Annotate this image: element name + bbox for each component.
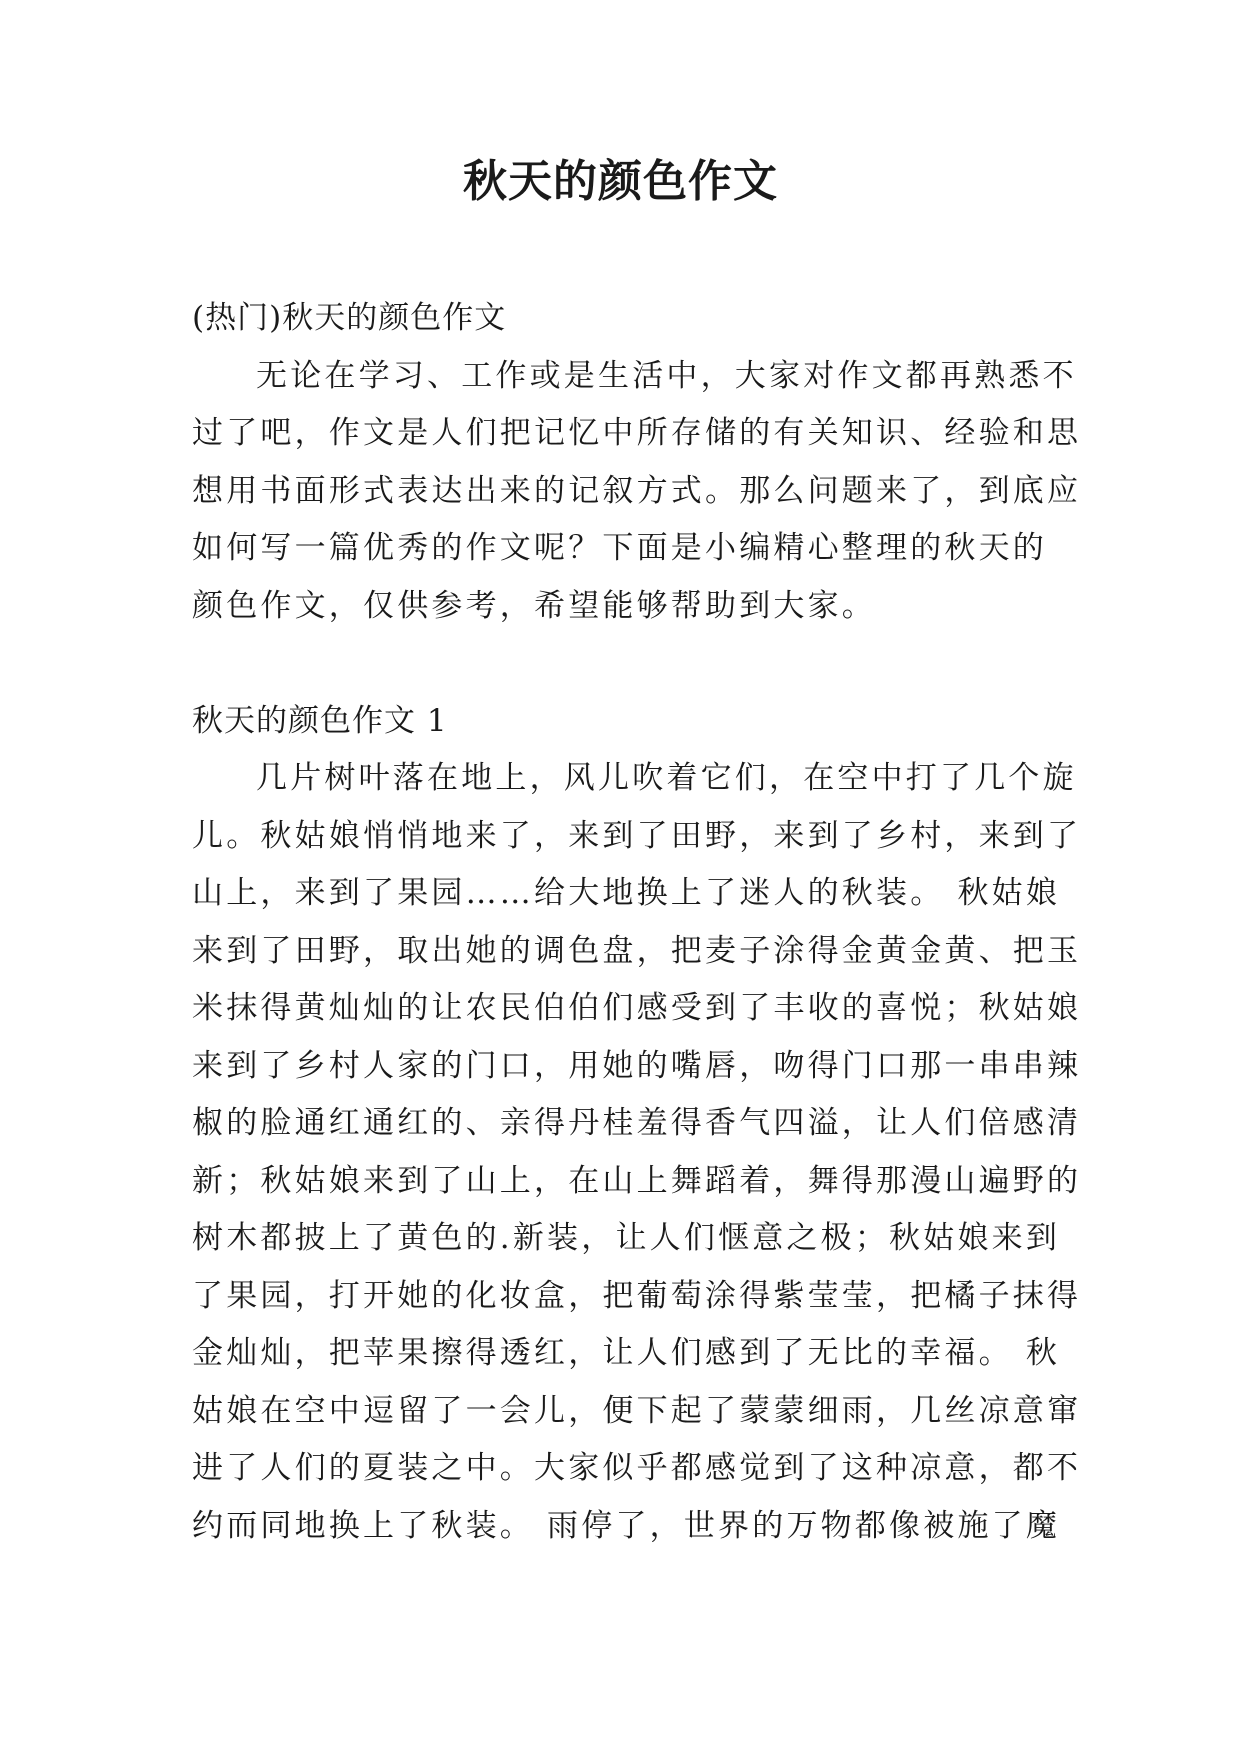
section1-line: 树木都披上了黄色的.新装，让人们惬意之极；秋姑娘来到 bbox=[192, 1220, 1061, 1256]
section1-line: 来到了乡村人家的门口，用她的嘴唇，吻得门口那一串串辣 bbox=[192, 1047, 1082, 1084]
intro-paragraph bbox=[192, 348, 1082, 636]
section1-line: 了果园，打开她的化妆盒，把葡萄涂得紫莹莹，把橘子抹得 bbox=[192, 1277, 1082, 1314]
section1-line: 金灿灿，把苹果擦得透红，让人们感到了无比的幸福。 秋 bbox=[192, 1335, 1061, 1371]
document-body bbox=[192, 290, 1082, 1555]
section1-line: 来到了田野，取出她的调色盘，把麦子涂得金黄金黄、把玉 bbox=[192, 932, 1082, 969]
document-title: 秋天的颜色作文 bbox=[463, 156, 778, 207]
section1-line: 米抹得黄灿灿的让农民伯伯们感受到了丰收的喜悦；秋姑娘 bbox=[192, 990, 1082, 1026]
section1-line: 椒的脸通红通红的、亲得丹桂羞得香气四溢，让人们倍感清 bbox=[192, 1105, 1082, 1141]
section-heading: 秋天的颜色作文 1 bbox=[192, 702, 448, 739]
section1-paragraph bbox=[192, 750, 1082, 1555]
section1-line: 山上，来到了果园……给大地换上了迷人的秋装。 秋姑娘 bbox=[192, 875, 1061, 911]
paragraph-gap bbox=[192, 635, 1057, 693]
section1-line: 约而同地换上了秋装。 雨停了，世界的万物都像被施了魔 bbox=[192, 1507, 1061, 1544]
section1-line: 新；秋姑娘来到了山上，在山上舞蹈着，舞得那漫山遍野的 bbox=[192, 1162, 1082, 1199]
section1-line: 几片树叶落在地上，风儿吹着它们，在空中打了几个旋 bbox=[256, 760, 1077, 796]
section1-line: 进了人们的夏装之中。大家似乎都感觉到了这种凉意，都不 bbox=[192, 1450, 1082, 1486]
intro-line: 无论在学习、工作或是生活中，大家对作文都再熟悉不 bbox=[256, 357, 1077, 394]
intro-line: 过了吧，作文是人们把记忆中所存储的有关知识、经验和思 bbox=[192, 415, 1082, 451]
section1-line: 姑娘在空中逗留了一会儿，便下起了蒙蒙细雨，几丝凉意窜 bbox=[192, 1392, 1082, 1429]
intro-line: 颜色作文，仅供参考，希望能够帮助到大家。 bbox=[192, 587, 876, 624]
subtitle: (热门)秋天的颜色作文 bbox=[192, 300, 507, 336]
intro-line: 如何写一篇优秀的作文呢？下面是小编精心整理的秋天的 bbox=[192, 530, 1047, 566]
section1-line: 儿。秋姑娘悄悄地来了，来到了田野，来到了乡村，来到了 bbox=[192, 817, 1082, 854]
intro-line: 想用书面形式表达出来的记叙方式。那么问题来了，到底应 bbox=[192, 472, 1082, 509]
